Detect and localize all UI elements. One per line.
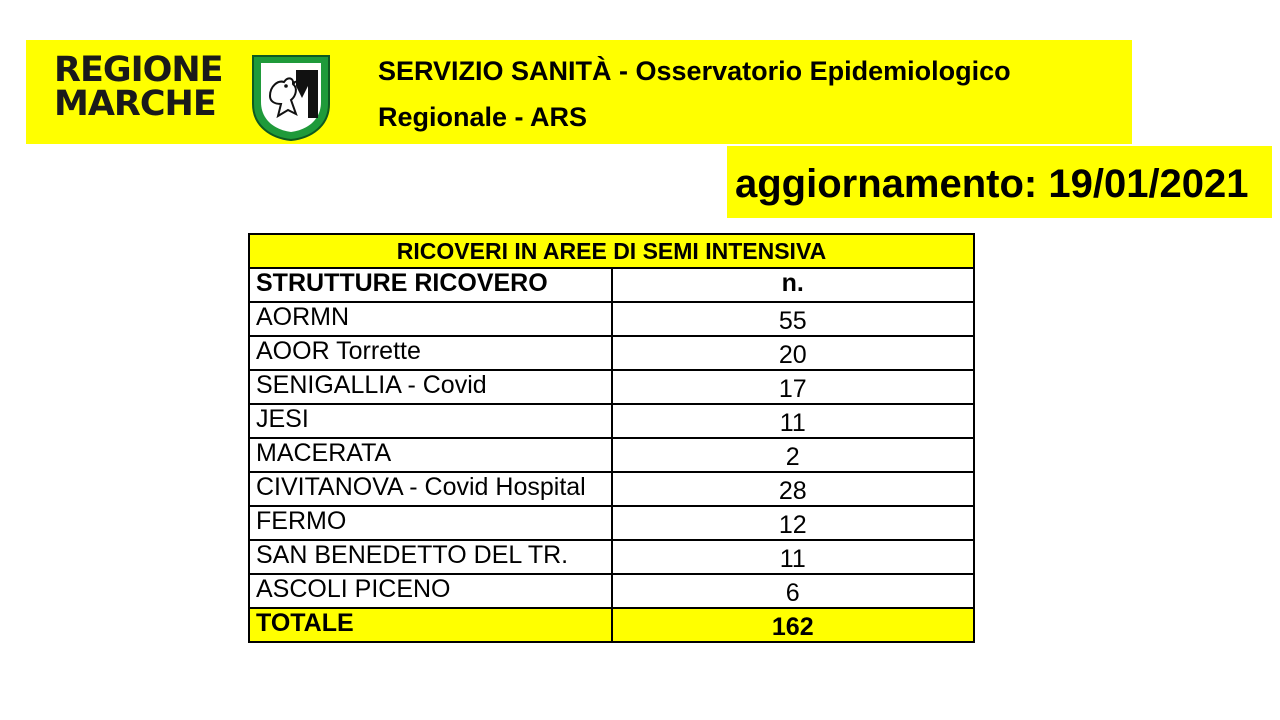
facility-name: FERMO — [249, 506, 612, 540]
admission-count: 11 — [612, 404, 975, 438]
table-row — [249, 370, 974, 404]
hospital-admissions-table — [248, 233, 975, 643]
facility-name: ASCOLI PICENO — [249, 574, 612, 608]
column-header-count: n. — [612, 268, 975, 302]
admission-count: 17 — [612, 370, 975, 404]
total-value: 162 — [612, 608, 975, 642]
table-row — [249, 574, 974, 608]
header-title-line-1: SERVIZIO SANITÀ - Osservatorio Epidemiologico — [378, 56, 1011, 86]
regione-marche-crest-icon — [248, 52, 334, 142]
table-row — [249, 302, 974, 336]
table-row — [249, 404, 974, 438]
table-row — [249, 336, 974, 370]
logo-line-1: REGIONE — [54, 50, 223, 90]
table-header-row — [249, 268, 974, 302]
facility-name: CIVITANOVA - Covid Hospital — [249, 472, 612, 506]
admission-count: 11 — [612, 540, 975, 574]
regione-marche-logo-text — [54, 50, 246, 124]
admission-count: 2 — [612, 438, 975, 472]
facility-name: SAN BENEDETTO DEL TR. — [249, 540, 612, 574]
table-row — [249, 506, 974, 540]
logo-line-2: MARCHE — [54, 84, 216, 124]
total-label: TOTALE — [249, 608, 612, 642]
facility-name: AOOR Torrette — [249, 336, 612, 370]
column-header-name: STRUTTURE RICOVERO — [249, 268, 612, 302]
admission-count: 12 — [612, 506, 975, 540]
admission-count: 28 — [612, 472, 975, 506]
table-title-row — [249, 234, 974, 268]
facility-name: JESI — [249, 404, 612, 438]
admission-count: 6 — [612, 574, 975, 608]
table-row — [249, 472, 974, 506]
facility-name: AORMN — [249, 302, 612, 336]
admission-count: 20 — [612, 336, 975, 370]
table-title: RICOVERI IN AREE DI SEMI INTENSIVA — [249, 234, 974, 268]
facility-name: SENIGALLIA - Covid — [249, 370, 612, 404]
admission-count: 55 — [612, 302, 975, 336]
header-title — [378, 48, 1118, 140]
table-row — [249, 438, 974, 472]
facility-name: MACERATA — [249, 438, 612, 472]
header-title-line-2: Regionale - ARS — [378, 102, 588, 132]
update-date-text: aggiornamento: 19/01/2021 — [735, 162, 1249, 206]
table-total-row — [249, 608, 974, 642]
table-row — [249, 540, 974, 574]
